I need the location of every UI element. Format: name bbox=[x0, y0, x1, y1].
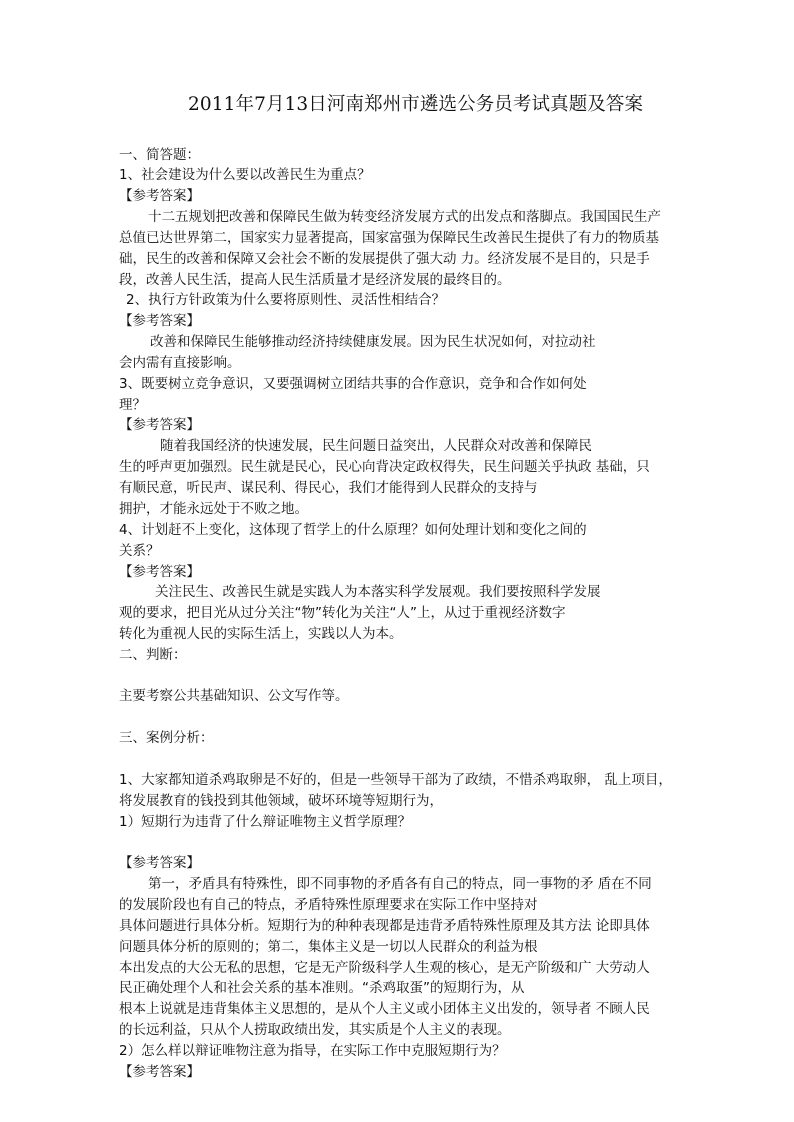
case-1-question-2: 2）怎么样以辩证唯物注意为指导，在实际工作中克服短期行为？ bbox=[119, 1043, 506, 1059]
case-answer-line-4: 问题具体分析的原则的；第二，集体主义是一切以人民群众的利益为根 bbox=[119, 939, 538, 955]
answer-4-line-3: 转化为重视人民的实际生活上，实践以人为本。 bbox=[119, 626, 403, 642]
answer-3-line-2: 生的呼声更加强烈。民生就是民心，民心向背决定政权得失，民生问题关乎执政 基础，只 bbox=[119, 459, 650, 475]
question-3-line-2: 理？ bbox=[119, 397, 146, 413]
case-answer-line-6: 民正确处理个人和社会关系的基本准则。“杀鸡取蛋”的短期行为，从 bbox=[119, 980, 525, 996]
case-answer-line-1: 第一，矛盾具有特殊性，即不同事物的矛盾各有自己的特点，同一事物的矛 盾在不同 bbox=[148, 876, 652, 892]
section-heading-case-analysis: 三、案例分析： bbox=[119, 730, 214, 746]
answer-4-line-1: 关注民生、改善民生就是实践人为本落实科学发展观。我们要按照科学发展 bbox=[155, 584, 601, 600]
question-4-line-2: 关系？ bbox=[119, 543, 160, 559]
section-heading-short-answer: 一、简答题： bbox=[119, 147, 200, 163]
case-answer-line-7: 根本上说就是违背集体主义思想的，是从个人主义或小团体主义出发的，领导者 不顾人民 bbox=[119, 1001, 650, 1017]
answer-4-line-2: 观的要求，把目光从过分关注“物”转化为关注“人”上，从过于重视经济数字 bbox=[119, 605, 566, 621]
case-1-question-1: 1）短期行为违背了什么辩证唯物主义哲学原理？ bbox=[119, 814, 412, 830]
answer-1-line-2: 总值已达世界第二，国家实力显著提高，国家富强为保障民生改善民生提供了有力的物质基 bbox=[119, 230, 659, 246]
answer-label-4: 【参考答案】 bbox=[119, 564, 200, 580]
section-heading-judgement: 二、判断： bbox=[119, 647, 187, 663]
case-answer-line-8: 的长远利益，只从个人捞取政绩出发，其实质是个人主义的表现。 bbox=[119, 1022, 511, 1038]
answer-label-3: 【参考答案】 bbox=[119, 417, 200, 433]
answer-3-line-3: 有顺民意，听民声、谋民利、得民心，我们才能得到人民群众的支持与 bbox=[119, 480, 538, 496]
answer-2-line-1: 改善和保障民生能够推动经济持续健康发展。因为民生状况如何，对拉动社 bbox=[150, 334, 596, 350]
answer-1-line-3: 础，民生的改善和保障又会社会不断的发展提供了强大动 力。经济发展不是目的，只是手 bbox=[119, 251, 650, 267]
case-1-line-1: 1、大家都知道杀鸡取卵是不好的，但是一些领导干部为了政绩，不惜杀鸡取卵， 乱上项目， bbox=[119, 772, 672, 788]
question-1: 1、社会建设为什么要以改善民生为重点？ bbox=[119, 167, 371, 183]
answer-3-line-1: 随着我国经济的快速发展，民生问题日益突出，人民群众对改善和保障民 bbox=[160, 438, 592, 454]
answer-label-1: 【参考答案】 bbox=[119, 188, 200, 204]
case-answer-line-5: 本出发点的大公无私的思想，它是无产阶级科学人生观的核心，是无产阶级和广 大劳动人 bbox=[119, 960, 650, 976]
answer-3-line-4: 拥护，才能永远处于不败之地。 bbox=[119, 501, 308, 517]
case-answer-line-2: 的发展阶段也有自己的特点，矛盾特殊性原理要求在实际工作中坚持对 bbox=[119, 897, 538, 913]
answer-label-case-2: 【参考答案】 bbox=[119, 1064, 200, 1080]
question-2: 2、执行方针政策为什么要将原则性、灵活性相结合？ bbox=[126, 292, 446, 308]
question-4-line-1: 4、计划赶不上变化，这体现了哲学上的什么原理？如何处理计划和变化之间的 bbox=[119, 522, 587, 538]
case-answer-line-3: 具体问题进行具体分析。短期行为的种种表现都是违背矛盾特殊性原理及其方法 论即具体 bbox=[119, 918, 650, 934]
question-3-line-1: 3、既要树立竞争意识，又要强调树立团结共事的合作意识，竞争和合作如何处 bbox=[119, 376, 587, 392]
answer-1-line-1: 十二五规划把改善和保障民生做为转变经济发展方式的出发点和落脚点。我国国民生产 bbox=[148, 209, 661, 225]
answer-2-line-2: 会内需有直接影响。 bbox=[119, 355, 241, 371]
document-title: 2011年7月13日河南郑州市遴选公务员考试真题及答案 bbox=[188, 94, 644, 115]
answer-1-line-4: 段，改善人民生活，提高人民生活质量才是经济发展的最终目的。 bbox=[119, 272, 511, 288]
case-1-line-2: 将发展教育的钱投到其他领域，破坏环境等短期行为， bbox=[119, 793, 443, 809]
answer-label-2: 【参考答案】 bbox=[119, 313, 200, 329]
judgement-text: 主要考察公共基础知识、公文写作等。 bbox=[119, 688, 349, 704]
answer-label-case-1: 【参考答案】 bbox=[119, 855, 200, 871]
